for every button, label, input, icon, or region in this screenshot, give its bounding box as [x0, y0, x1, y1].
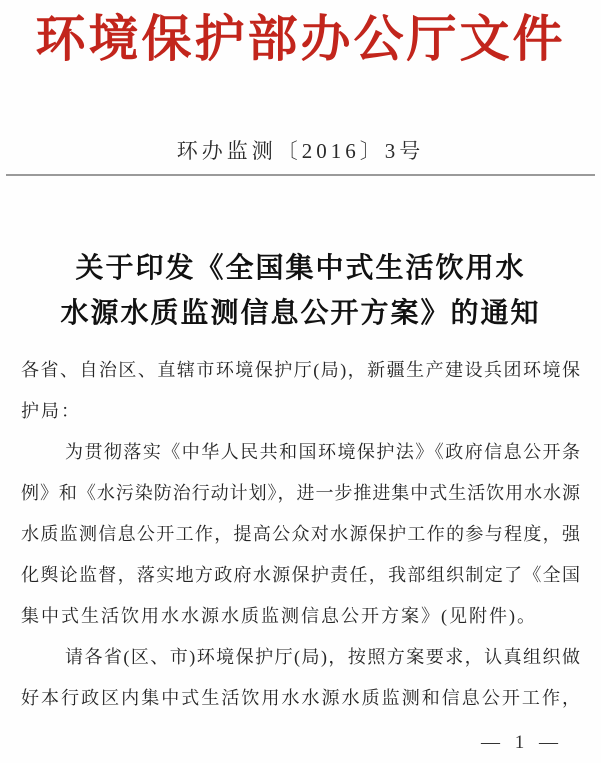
- notice-title-line1: 关于印发《全国集中式生活饮用水: [75, 253, 526, 284]
- page-number: — 1 —: [481, 732, 563, 753]
- document-body: [21, 350, 580, 719]
- body-line-salutation-2: 护局：: [21, 401, 81, 421]
- body-line-para1-4: 化舆论监督，落实地方政府水源保护责任，我部组织制定了《全国: [21, 565, 580, 585]
- document-number: 环办监测〔2016〕3号: [176, 139, 425, 163]
- document-header-title: 环境保护部办公厅文件: [35, 11, 566, 67]
- body-line-para1-3: 水质监测信息公开工作，提高公众对水源保护工作的参与程度，强: [21, 524, 580, 544]
- header-divider-line: [6, 174, 595, 176]
- notice-title-line2: 水源水质监测信息公开方案》的通知: [60, 298, 541, 329]
- body-line-para1-2: 例》和《水污染防治行动计划》，进一步推进集中式生活饮用水水源: [21, 483, 580, 503]
- body-line-para1-5: 集中式生活饮用水水源水质监测信息公开方案》(见附件)。: [21, 606, 537, 626]
- body-line-para1-1: 为贯彻落实《中华人民共和国环境保护法》《政府信息公开条: [65, 442, 580, 462]
- body-line-salutation-1: 各省、自治区、直辖市环境保护厅(局)，新疆生产建设兵团环境保: [21, 360, 580, 380]
- body-line-para2-1: 请各省(区、市)环境保护厅(局)，按照方案要求，认真组织做: [65, 647, 580, 667]
- notice-title: [0, 246, 601, 336]
- body-line-para2-2: 好本行政区内集中式生活饮用水水源水质监测和信息公开工作，: [21, 688, 580, 708]
